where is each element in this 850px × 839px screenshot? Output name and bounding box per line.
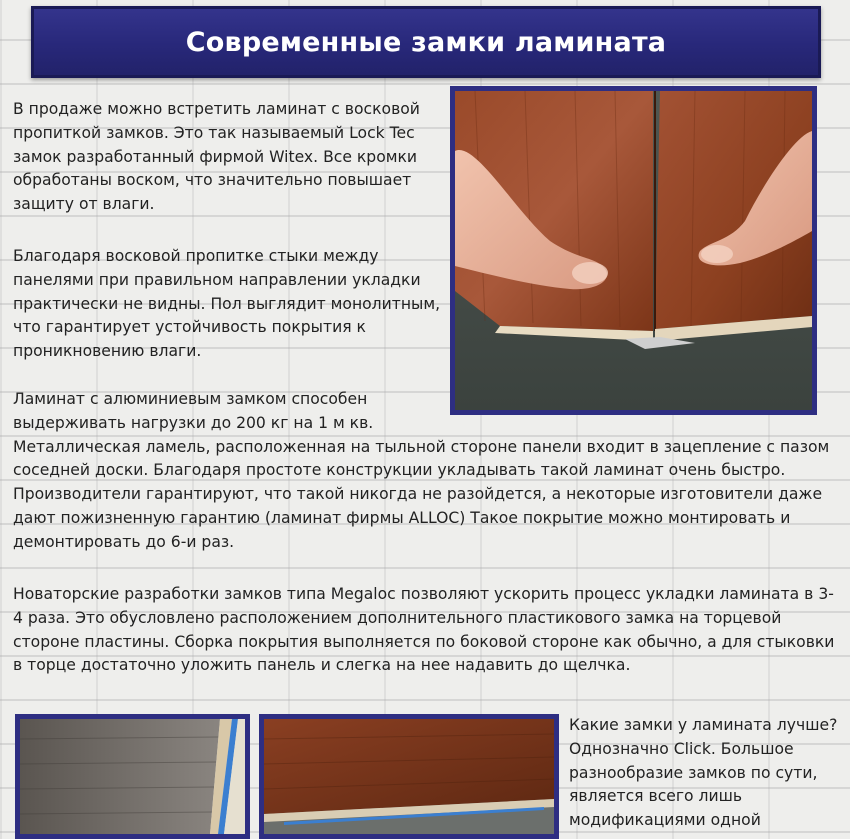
- title-banner: [31, 6, 821, 78]
- page-title: Современные замки ламината: [185, 26, 667, 58]
- laminate-joint-illustration: [455, 91, 812, 410]
- paragraph-aluminium-lock-line1: Ламинат с алюминиевым замком способен: [13, 390, 368, 408]
- laminate-boards-photo: [259, 714, 559, 839]
- paragraph-aluminium-lock-rest: Металлическая ламель, расположенная на тыльной стороне панели входит в зацепление с пазом соседней доски. Благодаря простоте конструкции укладывать такой ламинат очень быстро. Производители гарантируют, что такой никогда не разойдется, а некоторые изготовители даже дают пожизненную гарантию (ламинат фирмы ALLOC) Такое покрытие можно монтировать и демонтировать до 6-и раз.: [13, 437, 830, 551]
- paragraph-aluminium-lock-line2: выдерживать нагрузки до 200 кг на 1 м кв.: [13, 413, 374, 432]
- laminate-boards-illustration: [264, 719, 554, 834]
- laminate-edge-photo: [15, 714, 250, 839]
- paragraph-aluminium-lock: [13, 388, 843, 555]
- paragraph-click-lock: Какие замки у ламината лучше? Однозначно Click. Большое разнообразие замков по сути, является всего лишь модификациями одной: [569, 716, 838, 830]
- laminate-joint-photo: [450, 86, 817, 415]
- paragraph-wax-impregnation: Благодаря восковой пропитке стыки между панелями при правильном направлении укладки практически не видны. Пол выглядит монолитным, что гарантирует устойчивость покрытия к проникновению влаги.: [13, 247, 441, 361]
- paragraph-lock-tec: В продаже можно встретить ламинат с восковой пропиткой замков. Это так называемый Lock Tec замок разработанный фирмой Witex. Все кромки обработаны воском, что значительно повышает защиту от влаги.: [13, 100, 420, 214]
- paragraph-megaloc: Новаторские разработки замков типа Megaloc позволяют ускорить процесс укладки ламината в 3-4 раза. Это обусловлено расположением дополнительного пластикового замка на торцевой стороне пластины. Сборка покрытия выполняется по боковой стороне как обычно, а для стыковки в торце достаточно уложить панель и слегка на нее надавить до щелчка.: [13, 585, 835, 675]
- laminate-edge-illustration: [20, 719, 245, 834]
